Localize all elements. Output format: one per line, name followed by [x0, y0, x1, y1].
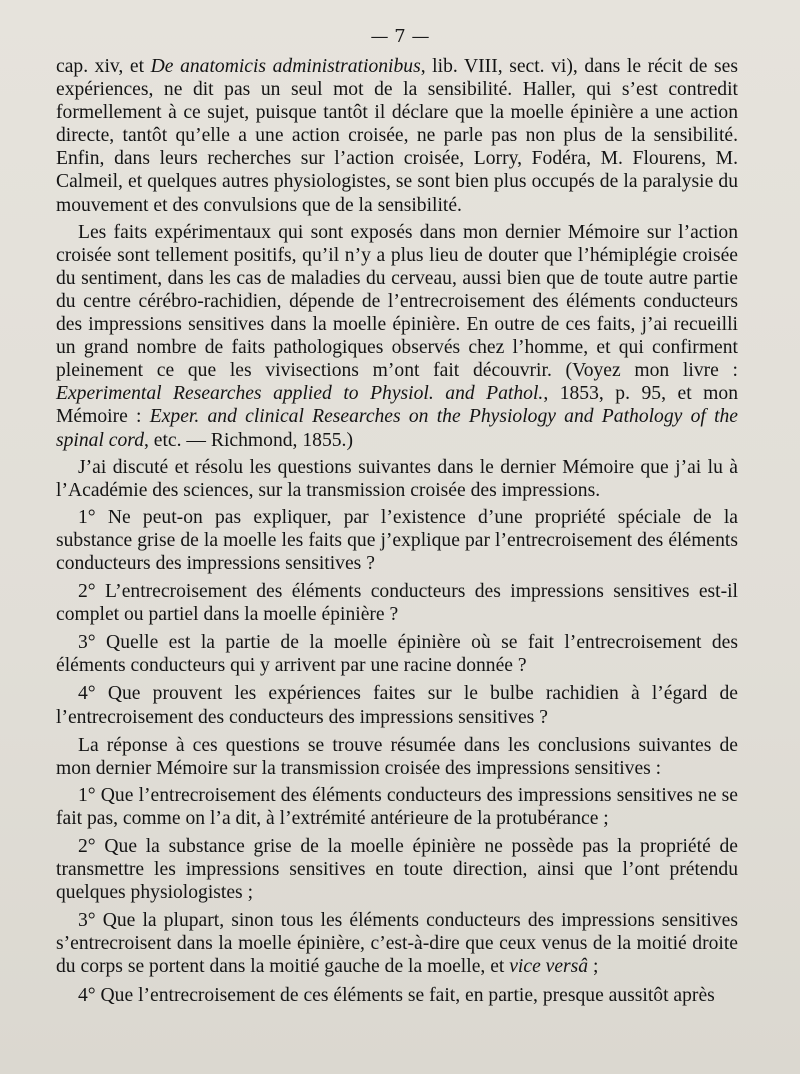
italic-text: Experimental Researches applied to Physiol. and Pathol.	[56, 383, 544, 405]
text-run: cap. xiv, et	[56, 56, 151, 77]
conclusion-item	[56, 984, 738, 1007]
paragraph	[56, 734, 738, 780]
paragraph	[56, 55, 738, 217]
question-item	[56, 580, 738, 626]
text-run: 2° L’entrecroisement des éléments conducteurs des impressions sensitives est-il complet ou partiel dans la moelle épinière ?	[56, 581, 738, 626]
paragraph	[56, 456, 738, 502]
text-run: , 1853, p. 95, et mon Mémoire :	[56, 383, 738, 428]
text-run: 2° Que la substance grise de la moelle épinière ne possède pas la propriété de transmettre les impressions sensitives en toute direction, ainsi que l’ont prétendu quelques physiologistes ;	[56, 836, 738, 904]
text-run: 3° Quelle est la partie de la moelle épinière où se fait l’entrecroisement des éléments conducteurs qui y arrivent par une racine donnée ?	[56, 632, 738, 677]
text-run: 1° Que l’entrecroisement des éléments conducteurs des impressions sensitives ne se fait pas, comme on l’a dit, à l’extrémité antérieure de la protubérance ;	[56, 784, 738, 829]
text-run: , etc. — Richmond, 1855.)	[144, 429, 353, 451]
conclusion-item	[56, 835, 738, 904]
italic-text: De anatomicis administrationibus	[150, 56, 421, 77]
body-text	[56, 55, 738, 1012]
conclusion-item	[56, 909, 738, 978]
text-run: 3° Que la plupart, sinon tous les éléments conducteurs des impressions sensitives s’entrecroisent dans la moelle épinière, c’est-à-dire que ceux venus de la moitié droite du corps se portent dans la moitié gauche de la moelle, et	[56, 910, 738, 978]
text-run: ;	[588, 956, 599, 978]
text-run: 4° Que prouvent les expériences faites sur le bulbe rachidien à l’égard de l’entrecroisement des conducteurs des impressions sensitives ?	[56, 683, 738, 728]
italic-text: Exper. and clinical Researches on the Physiology and Pathology of the spinal cord	[56, 406, 739, 451]
text-run: J’ai discuté et résolu les questions suivantes dans le dernier Mémoire que j’ai lu à l’Académie des sciences, sur la transmission croisée des impressions.	[56, 456, 738, 501]
text-run: La réponse à ces questions se trouve résumée dans les conclusions suivantes de mon dernier Mémoire sur la transmission croisée des impressions sensitives :	[56, 734, 738, 779]
question-item	[56, 506, 738, 575]
paragraph	[56, 221, 738, 452]
conclusion-item	[56, 784, 738, 830]
text-run: 4° Que l’entrecroisement de ces éléments se fait, en partie, presque aussitôt après	[78, 984, 715, 1006]
text-run: 1° Ne peut-on pas expliquer, par l’existence d’une propriété spéciale de la substance grise de la moelle les faits que j’explique par l’entrecroisement des éléments conducteurs des impressions sensitives ?	[56, 506, 738, 574]
question-item	[56, 682, 738, 728]
question-item	[56, 631, 738, 677]
page-number: — 7 —	[370, 26, 430, 47]
italic-text: vice versâ	[509, 956, 589, 978]
text-run: , lib. VIII, sect. vi), dans le récit de ses expériences, ne dit pas un seul mot de la sensibilité. Haller, qui s’est contredit formellement à ce sujet, puisque tantôt il déclare que la moelle épinière a une action directe, tantôt qu’elle a une action croisée, ne parle pas non plus de la sensibilité. Enfin, dans leurs recherches sur l’action croisée, Lorry, Fodéra, M. Flourens, M. Calmeil, et quelques autres physiologistes, se sont bien plus occupés de la paralysie du mouvement et des convulsions que de la sensibilité.	[56, 56, 738, 216]
text-run: Les faits expérimentaux qui sont exposés dans mon dernier Mémoire sur l’action croisée sont tellement positifs, qu’il n’y a plus lieu de douter que l’hémiplégie croisée du sentiment, dans les cas de maladies du cerveau, aussi bien que de toute autre partie du centre cérébro-rachidien, dépende de l’entrecroisement des éléments conducteurs des impressions sensitives dans la moelle épinière. En outre de ces faits, j’ai recueilli un grand nombre de faits pathologiques observés chez l’homme, et qui confirment pleinement ce que les vivisections m’ont fait découvrir. (Voyez mon livre :	[56, 221, 738, 382]
